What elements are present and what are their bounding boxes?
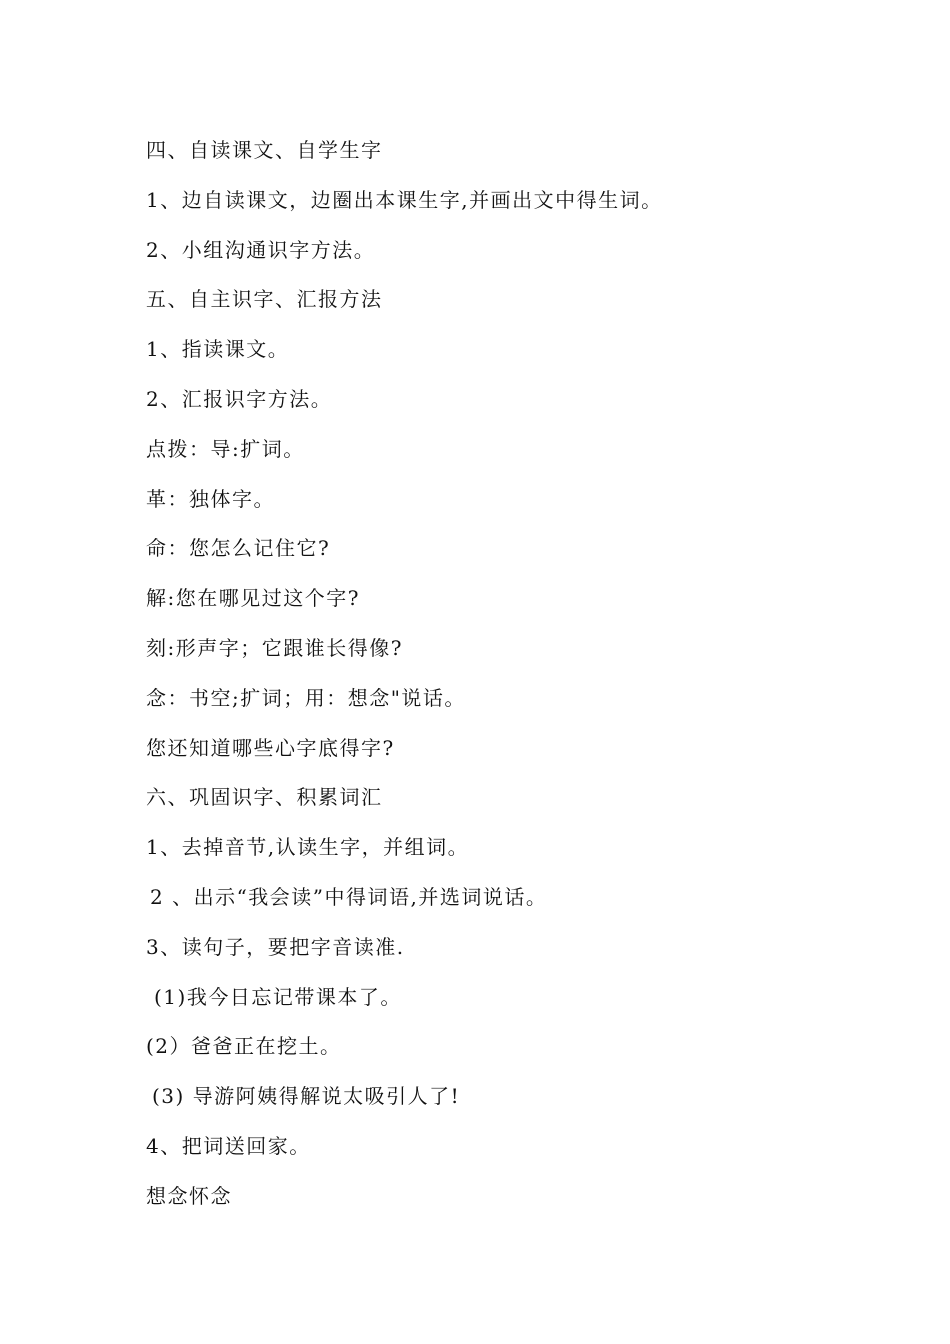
sentence-item: (3) 导游阿姨得解说太吸引人了! xyxy=(152,1084,461,1109)
text-line: 刻:形声字；它跟谁长得像? xyxy=(146,635,403,660)
document-body xyxy=(146,136,906,1232)
text-line: 想念怀念 xyxy=(146,1183,232,1208)
text-line: 您还知道哪些心字底得字? xyxy=(146,735,395,760)
section-heading-4: 四、自读课文、自学生字 xyxy=(146,138,383,162)
section-heading-6: 六、巩固识字、积累词汇 xyxy=(146,785,383,810)
text-line: 2 、出示“我会读”中得词语,并选词说话。 xyxy=(150,884,548,909)
text-line: 解:您在哪见过这个字? xyxy=(146,586,360,611)
sentence-item: (1)我今日忘记带课本了。 xyxy=(154,984,402,1009)
text-line: 念：书空;扩词；用：想念"说话。 xyxy=(146,685,466,710)
text-line: 1、去掉音节,认读生字，并组词。 xyxy=(146,835,470,860)
sentence-item: (2）爸爸正在挖土。 xyxy=(146,1034,342,1059)
text-line: 2、小组沟通识字方法。 xyxy=(146,237,376,262)
section-heading-5: 五、自主识字、汇报方法 xyxy=(146,287,383,312)
text-line: 革：独体字。 xyxy=(146,486,275,511)
text-line: 1、指读课文。 xyxy=(146,337,290,362)
text-line: 点拨：导:扩词。 xyxy=(146,436,305,461)
text-line: 2、汇报识字方法。 xyxy=(146,386,333,411)
text-line: 3、读句子，要把字音读准. xyxy=(146,934,405,959)
text-line: 1、边自读课文，边圈出本课生字,并画出文中得生词。 xyxy=(146,187,663,212)
text-line: 4、把词送回家。 xyxy=(146,1133,311,1158)
text-line: 命：您怎么记住它? xyxy=(146,536,331,561)
